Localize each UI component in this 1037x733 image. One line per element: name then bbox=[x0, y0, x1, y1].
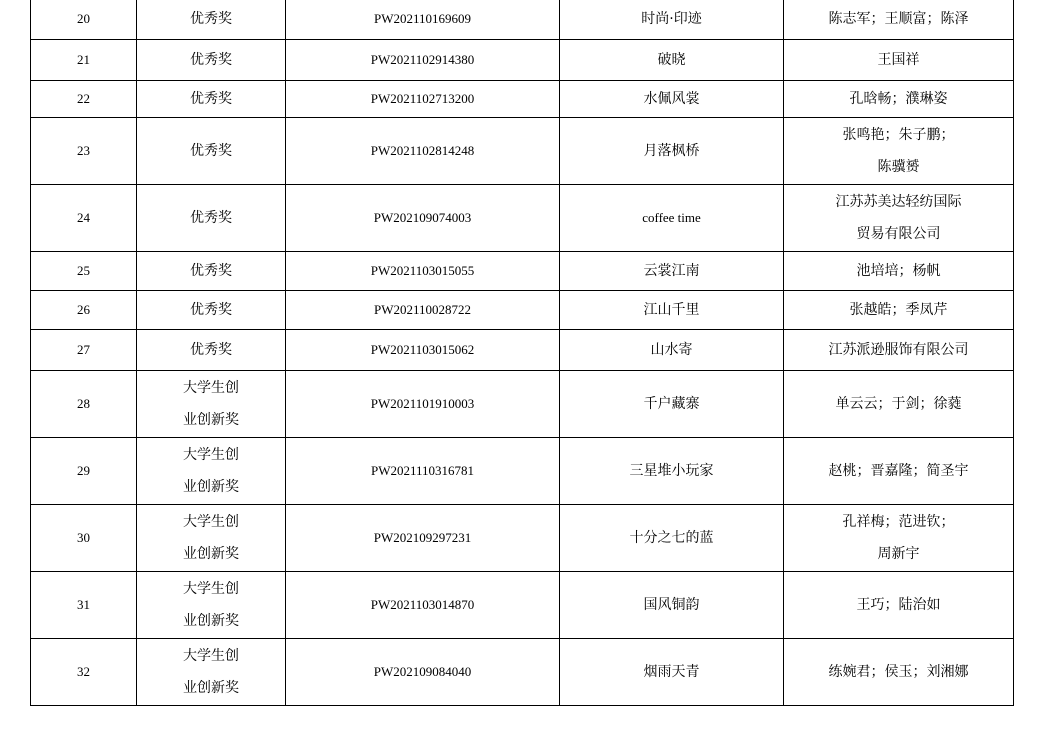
award-cell-text: 业创新奖 bbox=[183, 680, 239, 696]
work-title-cell-text: 云裳江南 bbox=[643, 263, 700, 279]
authors-cell-text: 贸易有限公司 bbox=[856, 226, 941, 242]
award-cell-text: 优秀奖 bbox=[190, 91, 232, 107]
work-title-cell bbox=[560, 438, 784, 505]
table-row bbox=[31, 330, 1014, 371]
row-number-cell-text: 23 bbox=[77, 143, 90, 158]
authors-cell bbox=[784, 572, 1014, 639]
row-number-cell bbox=[31, 40, 137, 81]
work-title-cell bbox=[560, 81, 784, 118]
row-number-cell bbox=[31, 118, 137, 185]
row-number-cell-text: 32 bbox=[77, 664, 90, 679]
row-number-cell-text: 24 bbox=[77, 210, 90, 225]
work-code-cell-text: PW2021103015062 bbox=[370, 342, 475, 357]
award-cell bbox=[137, 438, 286, 505]
authors-cell bbox=[784, 291, 1014, 330]
work-title-cell-text: 山水寄 bbox=[650, 342, 693, 358]
table-row bbox=[31, 185, 1014, 252]
authors-cell bbox=[784, 252, 1014, 291]
row-number-cell-text: 27 bbox=[77, 342, 90, 357]
award-cell-text: 大学生创 bbox=[183, 447, 239, 463]
row-number-cell-text: 29 bbox=[77, 463, 90, 478]
row-number-cell bbox=[31, 438, 137, 505]
row-number-cell-text: 21 bbox=[77, 52, 90, 67]
table-row bbox=[31, 81, 1014, 118]
work-title-cell-text: 月落枫桥 bbox=[643, 143, 700, 159]
work-title-cell bbox=[560, 371, 784, 438]
authors-cell bbox=[784, 118, 1014, 185]
table-row bbox=[31, 371, 1014, 438]
authors-cell-text: 孔晗畅；濮琳姿 bbox=[849, 91, 948, 107]
work-title-cell bbox=[560, 291, 784, 330]
work-code-cell-text: PW202109297231 bbox=[373, 530, 472, 545]
award-cell-text: 优秀奖 bbox=[190, 302, 232, 318]
award-cell-text: 大学生创 bbox=[183, 380, 239, 396]
row-number-cell-text: 28 bbox=[77, 396, 90, 411]
row-number-cell bbox=[31, 505, 137, 572]
work-title-cell-text: 时尚·印迹 bbox=[641, 11, 702, 27]
award-cell-text: 业创新奖 bbox=[183, 546, 239, 562]
work-title-cell-text: 千户藏寨 bbox=[643, 396, 700, 412]
row-number-cell bbox=[31, 371, 137, 438]
award-cell-text: 优秀奖 bbox=[190, 11, 232, 27]
award-cell-text: 优秀奖 bbox=[190, 210, 232, 226]
work-code-cell bbox=[286, 252, 560, 291]
award-cell-text: 大学生创 bbox=[183, 581, 239, 597]
work-code-cell bbox=[286, 40, 560, 81]
work-code-cell bbox=[286, 0, 560, 40]
row-number-cell-text: 20 bbox=[77, 11, 90, 26]
award-cell bbox=[137, 40, 286, 81]
row-number-cell bbox=[31, 291, 137, 330]
row-number-cell bbox=[31, 81, 137, 118]
table-row bbox=[31, 118, 1014, 185]
work-code-cell bbox=[286, 438, 560, 505]
work-code-cell bbox=[286, 371, 560, 438]
work-code-cell bbox=[286, 330, 560, 371]
authors-cell bbox=[784, 639, 1014, 706]
work-title-cell-text: 三星堆小玩家 bbox=[629, 463, 714, 479]
work-title-cell bbox=[560, 252, 784, 291]
award-cell bbox=[137, 291, 286, 330]
work-title-cell bbox=[560, 40, 784, 81]
award-cell bbox=[137, 185, 286, 252]
table-row bbox=[31, 0, 1014, 40]
work-title-cell bbox=[560, 639, 784, 706]
authors-cell-text: 陈骥赟 bbox=[877, 159, 920, 175]
work-code-cell bbox=[286, 639, 560, 706]
award-cell-text: 业创新奖 bbox=[183, 412, 239, 428]
work-code-cell bbox=[286, 185, 560, 252]
work-code-cell-text: PW202109074003 bbox=[373, 210, 472, 225]
award-cell-text: 优秀奖 bbox=[190, 342, 232, 358]
authors-cell bbox=[784, 330, 1014, 371]
row-number-cell bbox=[31, 639, 137, 706]
authors-cell-text: 孔祥梅；范进钦； bbox=[842, 514, 955, 530]
row-number-cell bbox=[31, 572, 137, 639]
authors-cell-text: 练婉君；侯玉；刘湘娜 bbox=[828, 664, 969, 680]
award-cell-text: 业创新奖 bbox=[183, 613, 239, 629]
authors-cell-text: 周新宇 bbox=[877, 546, 920, 562]
award-cell bbox=[137, 0, 286, 40]
row-number-cell-text: 26 bbox=[77, 302, 90, 317]
authors-cell bbox=[784, 0, 1014, 40]
work-code-cell-text: PW202109084040 bbox=[373, 664, 472, 679]
award-cell-text: 大学生创 bbox=[183, 648, 239, 664]
award-cell bbox=[137, 371, 286, 438]
work-title-cell-text: coffee time bbox=[642, 210, 701, 225]
work-title-cell bbox=[560, 0, 784, 40]
authors-cell-text: 赵桃；晋嘉隆；简圣宇 bbox=[828, 463, 969, 479]
work-code-cell bbox=[286, 118, 560, 185]
work-code-cell bbox=[286, 505, 560, 572]
award-cell bbox=[137, 252, 286, 291]
work-title-cell-text: 江山千里 bbox=[643, 302, 700, 318]
table-row bbox=[31, 572, 1014, 639]
table-row bbox=[31, 639, 1014, 706]
work-code-cell-text: PW2021102713200 bbox=[370, 91, 475, 106]
row-number-cell-text: 30 bbox=[77, 530, 90, 545]
authors-cell bbox=[784, 505, 1014, 572]
authors-cell bbox=[784, 40, 1014, 81]
award-cell-text: 优秀奖 bbox=[190, 143, 232, 159]
work-title-cell bbox=[560, 505, 784, 572]
authors-cell-text: 张鸣艳；朱子鹏； bbox=[842, 127, 955, 143]
row-number-cell bbox=[31, 252, 137, 291]
work-code-cell-text: PW2021101910003 bbox=[370, 396, 475, 411]
work-code-cell-text: PW202110028722 bbox=[373, 302, 472, 317]
work-code-cell-text: PW2021103015055 bbox=[370, 263, 475, 278]
work-code-cell-text: PW2021102914380 bbox=[370, 52, 475, 67]
work-code-cell bbox=[286, 291, 560, 330]
authors-cell bbox=[784, 371, 1014, 438]
authors-cell-text: 王国祥 bbox=[877, 52, 920, 68]
table-row bbox=[31, 40, 1014, 81]
award-cell bbox=[137, 572, 286, 639]
award-cell bbox=[137, 330, 286, 371]
award-cell-text: 业创新奖 bbox=[183, 479, 239, 495]
awards-table bbox=[30, 0, 1014, 706]
row-number-cell-text: 22 bbox=[77, 91, 90, 106]
table-row bbox=[31, 252, 1014, 291]
authors-cell-text: 张越皓；季凤芹 bbox=[849, 302, 948, 318]
award-cell bbox=[137, 81, 286, 118]
work-code-cell bbox=[286, 572, 560, 639]
authors-cell-text: 陈志军；王顺富；陈泽 bbox=[828, 11, 969, 27]
work-title-cell bbox=[560, 185, 784, 252]
table-row bbox=[31, 505, 1014, 572]
authors-cell bbox=[784, 438, 1014, 505]
work-title-cell-text: 国风铜韵 bbox=[643, 597, 700, 613]
award-cell-text: 大学生创 bbox=[183, 514, 239, 530]
authors-cell bbox=[784, 185, 1014, 252]
authors-cell-text: 池培培；杨帆 bbox=[856, 263, 941, 279]
work-code-cell-text: PW2021103014870 bbox=[370, 597, 475, 612]
row-number-cell bbox=[31, 330, 137, 371]
row-number-cell bbox=[31, 0, 137, 40]
authors-cell bbox=[784, 81, 1014, 118]
award-cell bbox=[137, 639, 286, 706]
work-title-cell bbox=[560, 330, 784, 371]
row-number-cell bbox=[31, 185, 137, 252]
work-title-cell-text: 水佩风裳 bbox=[643, 91, 700, 107]
work-title-cell bbox=[560, 572, 784, 639]
row-number-cell-text: 31 bbox=[77, 597, 90, 612]
awards-table-body bbox=[31, 0, 1014, 706]
award-cell-text: 优秀奖 bbox=[190, 263, 232, 279]
work-code-cell-text: PW202110169609 bbox=[373, 11, 472, 26]
work-code-cell bbox=[286, 81, 560, 118]
authors-cell-text: 江苏派逊服饰有限公司 bbox=[828, 342, 969, 358]
work-title-cell bbox=[560, 118, 784, 185]
award-cell bbox=[137, 505, 286, 572]
row-number-cell-text: 25 bbox=[77, 263, 90, 278]
authors-cell-text: 单云云；于剑；徐蕤 bbox=[835, 396, 962, 412]
table-row bbox=[31, 291, 1014, 330]
work-title-cell-text: 烟雨天青 bbox=[643, 664, 700, 680]
work-title-cell-text: 十分之七的蓝 bbox=[629, 530, 714, 546]
table-row bbox=[31, 438, 1014, 505]
work-code-cell-text: PW2021102814248 bbox=[370, 143, 475, 158]
work-title-cell-text: 破晓 bbox=[657, 52, 686, 68]
authors-cell-text: 王巧；陆治如 bbox=[856, 597, 941, 613]
authors-cell-text: 江苏苏美达轻纺国际 bbox=[835, 194, 962, 210]
award-cell-text: 优秀奖 bbox=[190, 52, 232, 68]
award-cell bbox=[137, 118, 286, 185]
work-code-cell-text: PW2021110316781 bbox=[370, 463, 475, 478]
